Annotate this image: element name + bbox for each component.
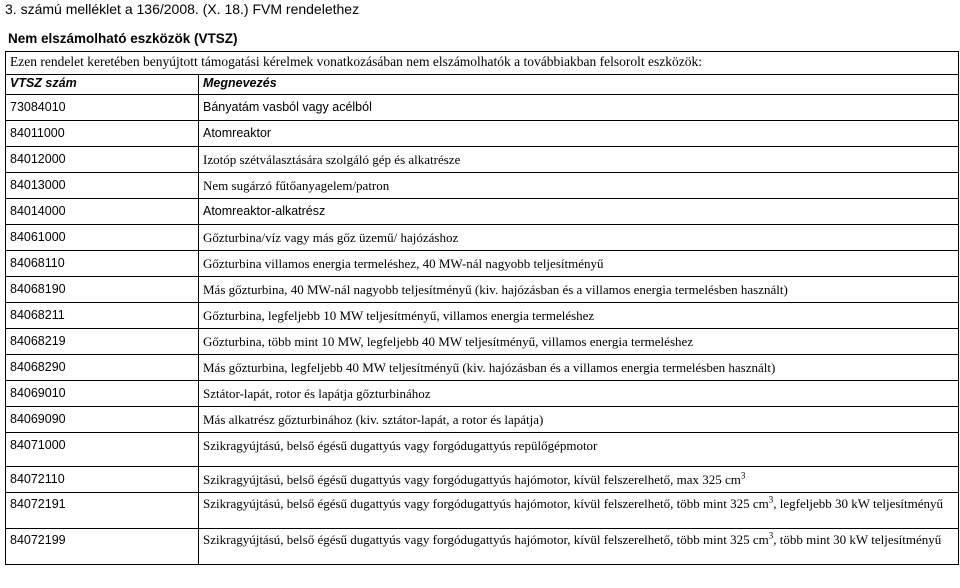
unit-exponent: 3 bbox=[768, 494, 774, 505]
item-name: Atomreaktor bbox=[199, 121, 959, 147]
vtsz-code: 84061000 bbox=[6, 225, 199, 251]
unit-exponent: 3 bbox=[768, 530, 774, 541]
vtsz-code: 84012000 bbox=[6, 147, 199, 173]
vtsz-code: 84011000 bbox=[6, 121, 199, 147]
vtsz-code: 73084010 bbox=[6, 95, 199, 121]
vtsz-code: 84072199 bbox=[6, 529, 199, 565]
item-name: Gőzturbina, legfeljebb 10 MW teljesítményű, villamos energia termeléshez bbox=[199, 303, 959, 329]
column-header-name: Megnevezés bbox=[199, 75, 959, 95]
item-name-rest: , több mint 30 kW teljesítményű bbox=[773, 532, 942, 547]
table-row bbox=[6, 251, 959, 277]
table-row bbox=[6, 121, 959, 147]
vtsz-code: 84069090 bbox=[6, 407, 199, 433]
table-row bbox=[6, 407, 959, 433]
column-header-code: VTSZ szám bbox=[6, 75, 199, 95]
vtsz-code: 84068219 bbox=[6, 329, 199, 355]
intro-row bbox=[6, 52, 959, 75]
table-row bbox=[6, 199, 959, 225]
table-row bbox=[6, 529, 959, 565]
table-row bbox=[6, 225, 959, 251]
table-row bbox=[6, 493, 959, 529]
table-row bbox=[6, 277, 959, 303]
item-name bbox=[199, 529, 959, 565]
vtsz-code: 84068110 bbox=[6, 251, 199, 277]
item-name: Más gőzturbina, legfeljebb 40 MW teljesítményű (kiv. hajózásban és a villamos energia termelésben használt) bbox=[199, 355, 959, 381]
table-row bbox=[6, 147, 959, 173]
item-name: Nem sugárzó fűtőanyagelem/patron bbox=[199, 173, 959, 199]
vtsz-code: 84068211 bbox=[6, 303, 199, 329]
vtsz-code: 84068190 bbox=[6, 277, 199, 303]
table-row bbox=[6, 329, 959, 355]
table-row bbox=[6, 381, 959, 407]
table-row bbox=[6, 433, 959, 467]
item-name: Gőzturbina/víz vagy más gőz üzemű/ hajózáshoz bbox=[199, 225, 959, 251]
item-name: Bányatám vasból vagy acélból bbox=[199, 95, 959, 121]
table-row bbox=[6, 173, 959, 199]
item-name bbox=[199, 467, 959, 493]
table-row bbox=[6, 467, 959, 493]
item-name-text: Szikragyújtású, belső égésű dugattyús vagy forgódugattyús hajómotor, kívül felszerelhető, több mint 325 cm bbox=[203, 532, 769, 547]
vtsz-code: 84069010 bbox=[6, 381, 199, 407]
section-subtitle: Nem elszámolható eszközök (VTSZ) bbox=[8, 31, 238, 46]
item-name-text: Szikragyújtású, belső égésű dugattyús vagy forgódugattyús hajómotor, kívül felszerelhető, több mint 325 cm bbox=[203, 496, 769, 511]
vtsz-code: 84068290 bbox=[6, 355, 199, 381]
annex-title: 3. számú melléklet a 136/2008. (X. 18.) FVM rendelethez bbox=[5, 1, 360, 17]
intro-text: Ezen rendelet keretében benyújtott támogatási kérelmek vonatkozásában nem elszámolhatók a továbbiakban felsorolt eszközök: bbox=[6, 52, 959, 75]
vtsz-code: 84072110 bbox=[6, 467, 199, 493]
vtsz-code: 84013000 bbox=[6, 173, 199, 199]
item-name: Izotóp szétválasztására szolgáló gép és alkatrésze bbox=[199, 147, 959, 173]
item-name bbox=[199, 493, 959, 529]
vtsz-code: 84071000 bbox=[6, 433, 199, 467]
item-name: Gőzturbina villamos energia termeléshez, 40 MW-nál nagyobb teljesítményű bbox=[199, 251, 959, 277]
table-header-row bbox=[6, 75, 959, 95]
vtsz-code: 84014000 bbox=[6, 199, 199, 225]
item-name: Atomreaktor-alkatrész bbox=[199, 199, 959, 225]
vtsz-table bbox=[5, 51, 959, 565]
item-name: Sztátor-lapát, rotor és lapátja gőzturbinához bbox=[199, 381, 959, 407]
item-name-text: Szikragyújtású, belső égésű dugattyús vagy forgódugattyús hajómotor, kívül felszerelhető, max 325 cm bbox=[203, 472, 741, 487]
table-row bbox=[6, 95, 959, 121]
vtsz-code: 84072191 bbox=[6, 493, 199, 529]
table-row bbox=[6, 303, 959, 329]
table-row bbox=[6, 355, 959, 381]
unit-exponent: 3 bbox=[740, 470, 746, 481]
item-name: Más gőzturbina, 40 MW-nál nagyobb teljesítményű (kiv. hajózásban és a villamos energia termelésben használt) bbox=[199, 277, 959, 303]
item-name: Szikragyújtású, belső égésű dugattyús vagy forgódugattyús repülőgépmotor bbox=[199, 433, 959, 467]
item-name: Más alkatrész gőzturbinához (kiv. sztátor-lapát, a rotor és lapátja) bbox=[199, 407, 959, 433]
item-name: Gőzturbina, több mint 10 MW, legfeljebb 40 MW teljesítményű, villamos energia termeléshez bbox=[199, 329, 959, 355]
item-name-rest: , legfeljebb 30 kW teljesítményű bbox=[773, 496, 944, 511]
